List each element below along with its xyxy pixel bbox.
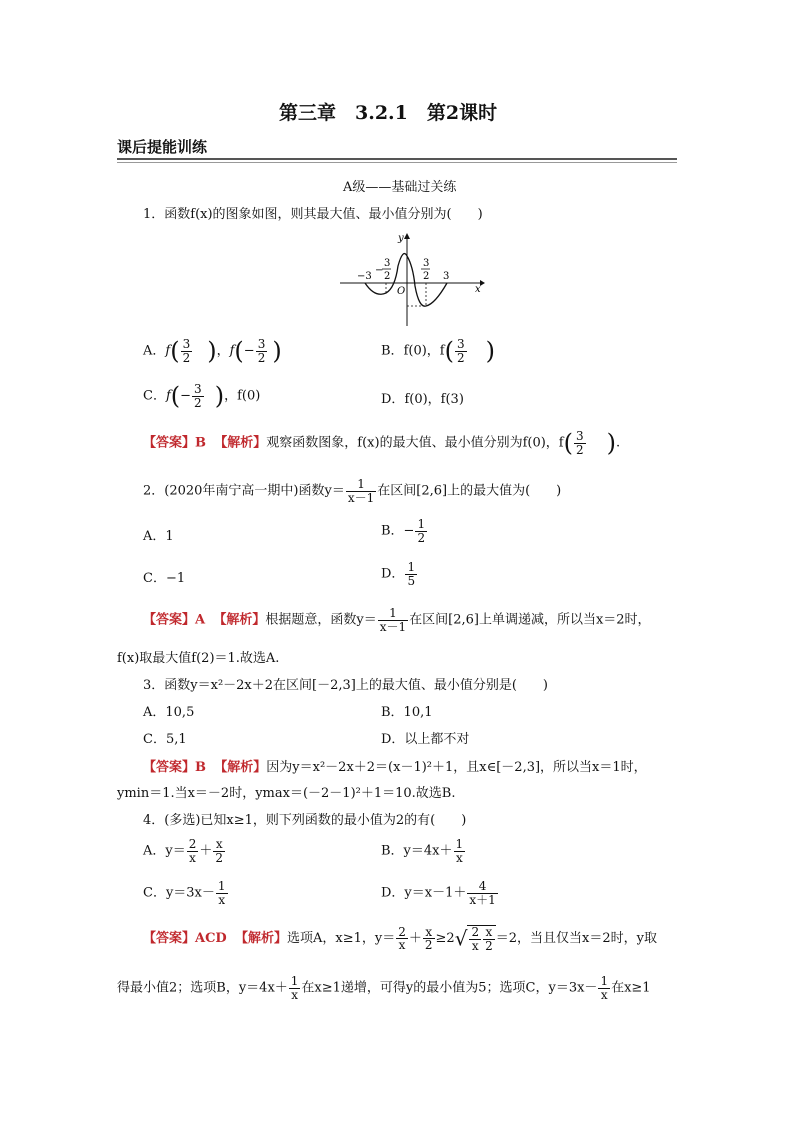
q1-option-b[interactable]: B．f(0)，f( $\frac{3}{2}$ )	[381, 337, 495, 366]
q4-option-c[interactable]: C．y＝3x－ $\frac{1}{x}$	[143, 879, 226, 907]
frac: $\frac{1}{5}$	[407, 560, 416, 588]
q3-stem: 3．函数y＝x²－2x＋2在区间[－2,3]上的最大值、最小值分别是( )	[143, 678, 548, 693]
q1-stem: 1．函数f(x)的图象如图，则其最大值、最小值分别为( )	[143, 207, 483, 222]
q2-option-d[interactable]: D． $\frac{1}{5}$	[381, 560, 416, 588]
frac: $\frac{2}{x}$	[471, 925, 480, 953]
y-axis-arrow	[404, 233, 410, 239]
y-axis-label: y	[398, 233, 404, 244]
q4-option-d[interactable]: D．y＝x－1＋ $\frac{4}{x+1}$	[381, 879, 496, 907]
q1-option-a[interactable]: A．f( $\frac{3}{2}$ )，f(− $\frac{3}{2}$ )	[143, 337, 282, 366]
answer-tag: 【答案】A	[143, 612, 206, 628]
tick-neg-frac-num: 3	[384, 258, 391, 269]
q4-stem: 4．(多选)已知x≥1，则下列函数的最小值为2的有( )	[143, 813, 467, 828]
section-divider	[117, 158, 677, 160]
q4-option-b[interactable]: B．y＝4x＋ $\frac{1}{x}$	[381, 837, 464, 865]
sqrt-expression: √ $\frac{2}{x}$ $\frac{x}{2}$	[455, 925, 496, 952]
tick-neg-frac-den: 2	[384, 271, 391, 282]
frac: $\frac{1}{x}$	[455, 837, 464, 865]
frac: $\frac{3}{2}$	[257, 337, 266, 365]
q3-option-a[interactable]: A．10,5	[143, 705, 195, 720]
q3-answer-line2: ymin＝1.当x＝－2时，ymax＝(－2－1)²＋1＝10.故选B.	[117, 786, 456, 801]
frac: $\frac{x}{2}$	[424, 924, 433, 953]
function-curve	[365, 254, 450, 307]
q2-option-b[interactable]: B．− $\frac{1}{2}$	[381, 517, 426, 545]
frac: $\frac{x}{2}$	[215, 837, 224, 865]
frac: $\frac{3}{2}$	[456, 337, 465, 365]
frac: $\frac{2}{x}$	[188, 837, 197, 865]
q2-option-c[interactable]: C．−1	[143, 571, 186, 586]
q3-answer: 【答案】B 【解析】因为y＝x²－2x＋2＝(x－1)²＋1，且x∈[－2,3]，所以当x＝1时，	[143, 760, 647, 775]
q2-option-a[interactable]: A．1	[143, 529, 174, 544]
analysis-tag: 【解析】	[213, 612, 266, 628]
answer-tag: 【答案】ACD	[143, 931, 227, 947]
q2-stem: 2．(2020年南宁高一期中)函数y＝ $\frac{1}{x-1}$ 在区间[2,6]上的最大值为( )	[143, 477, 562, 505]
q1-function-graph	[335, 226, 495, 331]
analysis-tag: 【解析】	[234, 931, 287, 947]
q3-option-c[interactable]: C．5,1	[143, 732, 187, 747]
answer-tag: 【答案】B	[143, 435, 206, 451]
frac: $\frac{4}{x+1}$	[469, 879, 496, 907]
q3-option-b[interactable]: B．10,1	[381, 705, 433, 720]
frac: $\frac{1}{x-1}$	[347, 477, 375, 505]
q1-answer: 【答案】B 【解析】观察函数图象，f(x)的最大值、最小值分别为f(0)，f( $\frac{3}{2}$ ).	[143, 429, 621, 458]
frac: $\frac{3}{2}$	[575, 429, 584, 457]
frac: $\frac{3}{2}$	[194, 382, 202, 410]
frac: $\frac{1}{x}$	[217, 879, 226, 907]
q4-answer: 【答案】ACD 【解析】选项A，x≥1，y＝ $\frac{2}{x}$ ＋ $\frac{x}{2}$ ≥2√ $\frac{2}{x}$ $\frac{x}{2}$ ＝2，当且仅当x＝2时，y取	[143, 924, 657, 953]
analysis-tag: 【解析】	[214, 760, 267, 775]
frac: $\frac{2}{x}$	[398, 924, 406, 953]
frac: $\frac{1}{x}$	[290, 974, 299, 1002]
q2-answer-line2: f(x)取最大值f(2)＝1.故选A.	[117, 651, 280, 666]
analysis-tag: 【解析】	[214, 435, 267, 451]
q4-option-a[interactable]: A．y＝ $\frac{2}{x}$ ＋ $\frac{x}{2}$	[143, 837, 224, 865]
tick-pos-frac-den: 2	[423, 271, 430, 282]
frac: $\frac{1}{2}$	[417, 517, 426, 545]
q2-answer: 【答案】A 【解析】根据题意，函数y＝ $\frac{1}{x-1}$ 在区间[2,6]上单调递减，所以当x＝2时，	[143, 606, 651, 634]
q4-answer-line2: 得最小值2；选项B，y＝4x＋ $\frac{1}{x}$ 在x≥1递增，可得y的最小值为5；选项C，y＝3x－ $\frac{1}{x}$ 在x≥1	[117, 974, 651, 1002]
section-heading: 课后提能训练	[117, 138, 208, 156]
q1-option-d[interactable]: D．f(0)，f(3)	[381, 392, 464, 407]
frac: $\frac{1}{x-1}$	[379, 606, 407, 634]
x-axis-arrow	[480, 280, 485, 286]
q3-option-d[interactable]: D．以上都不对	[381, 732, 470, 747]
page-title: 第三章 3.2.1 第2课时	[279, 102, 498, 124]
tick-pos-frac-num: 3	[423, 258, 430, 269]
tick-pos3: 3	[443, 271, 450, 282]
frac: $\frac{x}{2}$	[485, 925, 493, 953]
section-divider-thin	[117, 162, 677, 163]
origin-label: O	[397, 286, 406, 297]
level-heading: A级——基础过关练	[343, 180, 457, 195]
frac: $\frac{3}{2}$	[182, 337, 191, 365]
frac: $\frac{1}{x}$	[600, 974, 609, 1002]
x-axis-label: x	[475, 284, 481, 295]
answer-tag: 【答案】B	[143, 760, 206, 775]
q1-option-c[interactable]: C．f(− $\frac{3}{2}$ )，f(0)	[143, 382, 261, 411]
tick-neg-sign: −	[375, 265, 384, 276]
tick-neg3: −3	[357, 271, 372, 282]
